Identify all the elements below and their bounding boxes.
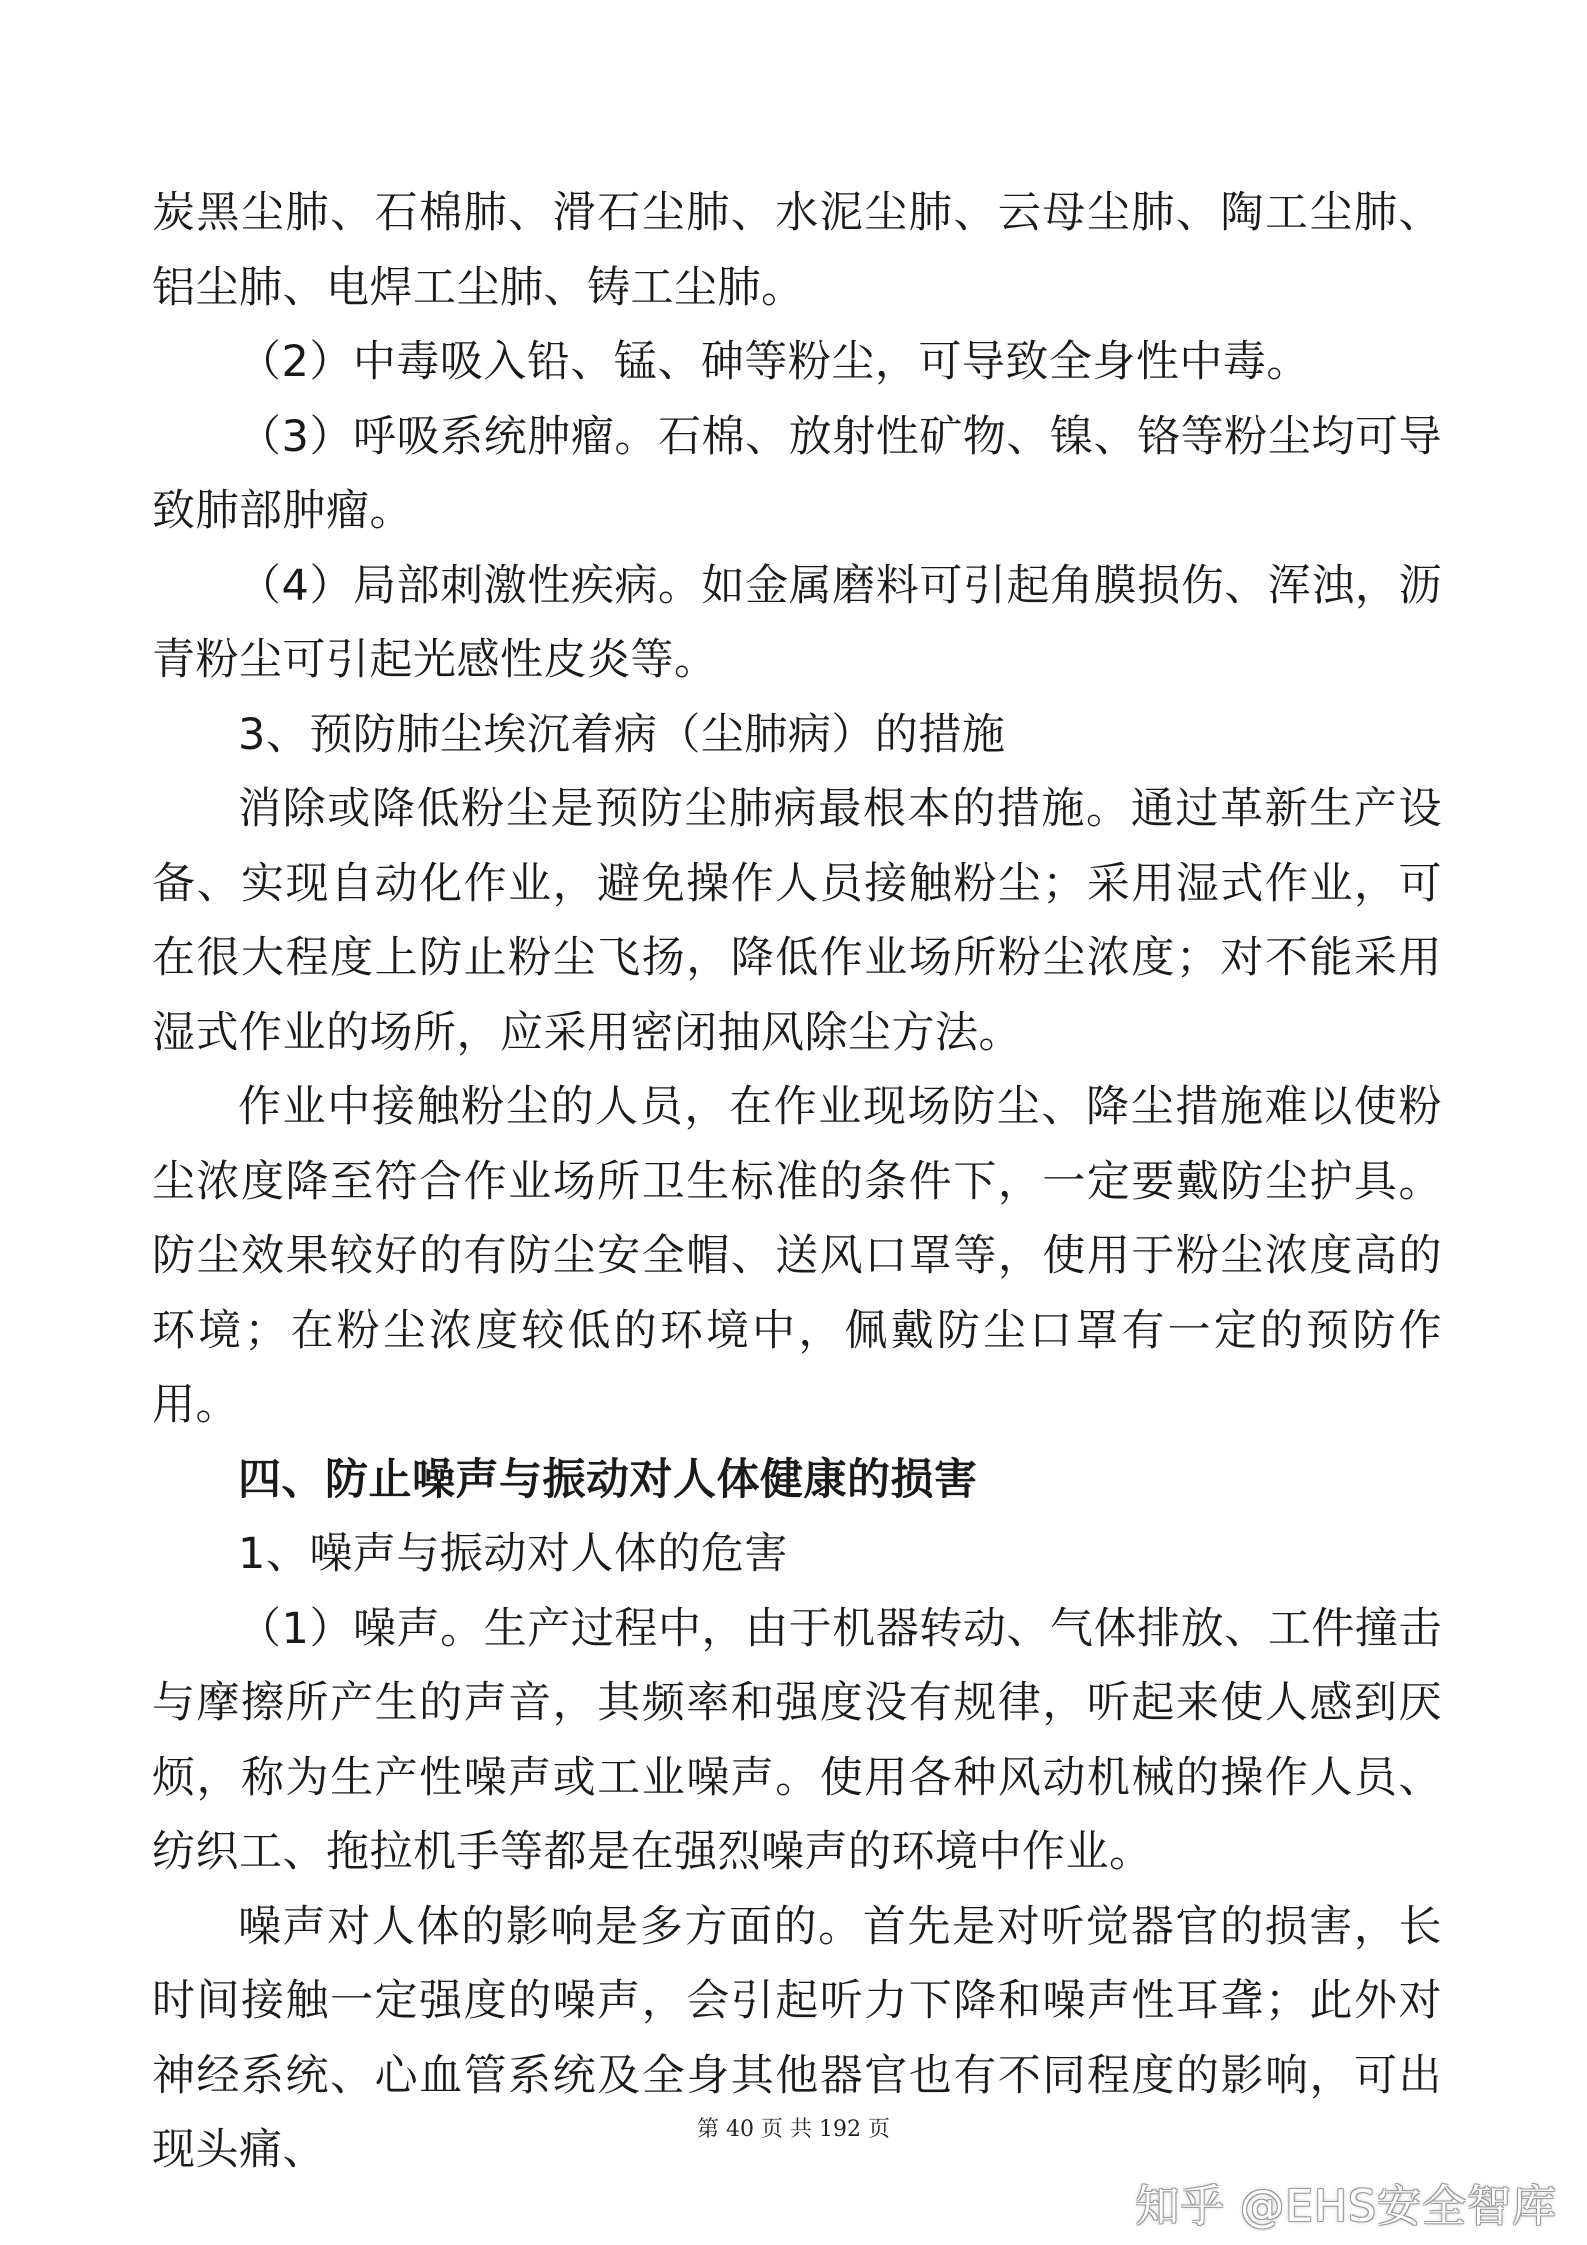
page-number-footer: 第 40 页 共 192 页 [697,2117,890,2142]
subheading-noise-hazards: 1、噪声与振动对人体的危害 [238,1529,788,1579]
paragraph-noise-effects: 噪声对人体的影响是多方面的。首先是对听觉器官的损害，长时间接触一定强度的噪声，会引起听力下降和噪声性耳聋；此外对神经系统、心血管系统及全身其他器官也有不同程度的影响，可出现头痛、 [152,1901,1442,2175]
body-text [152,176,1442,2188]
subheading-prevention-measures: 3、预防肺尘埃沉着病（尘肺病）的措施 [238,709,1006,760]
paragraph-dust-types: 炭黑尘肺、石棉肺、滑石尘肺、水泥尘肺、云母尘肺、陶工尘肺、铝尘肺、电焊工尘肺、铸工尘肺。 [152,188,1442,313]
paragraph-eliminate-dust: 消除或降低粉尘是预防尘肺病最根本的措施。通过革新生产设备、实现自动化作业，避免操作人员接触粉尘；采用湿式作业，可在很大程度上防止粉尘飞扬，降低作业场所粉尘浓度；对不能采用湿式作业的场所，应采用密闭抽风除尘方法。 [152,784,1442,1058]
paragraph-protective-gear: 作业中接触粉尘的人员，在作业现场防尘、降尘措施难以使粉尘浓度降至符合作业场所卫生标准的条件下，一定要戴防尘护具。防尘效果较好的有防尘安全帽、送风口罩等，使用于粉尘浓度高的环境；在粉尘浓度较低的环境中，佩戴防尘口罩有一定的预防作用。 [152,1082,1442,1430]
watermark: 知乎 @EHS安全智库 [1135,2181,1557,2232]
section-heading-noise-vibration: 四、防止噪声与振动对人体健康的损害 [238,1454,978,1505]
paragraph-respiratory-tumor: （3）呼吸系统肿瘤。石棉、放射性矿物、镍、铬等粉尘均可导致肺部肿瘤。 [152,411,1442,536]
paragraph-poisoning: （2）中毒吸入铅、锰、砷等粉尘，可导致全身性中毒。 [238,337,1310,387]
paragraph-local-irritation: （4）局部刺激性疾病。如金属磨料可引起角膜损伤、浑浊，沥青粉尘可引起光感性皮炎等。 [152,560,1442,685]
paragraph-noise-definition: （1）噪声。生产过程中，由于机器转动、气体排放、工件撞击与摩擦所产生的声音，其频率和强度没有规律，听起来使人感到厌烦，称为生产性噪声或工业噪声。使用各种风动机械的操作人员、纺织工、拖拉机手等都是在强烈噪声的环境中作业。 [152,1603,1442,1877]
